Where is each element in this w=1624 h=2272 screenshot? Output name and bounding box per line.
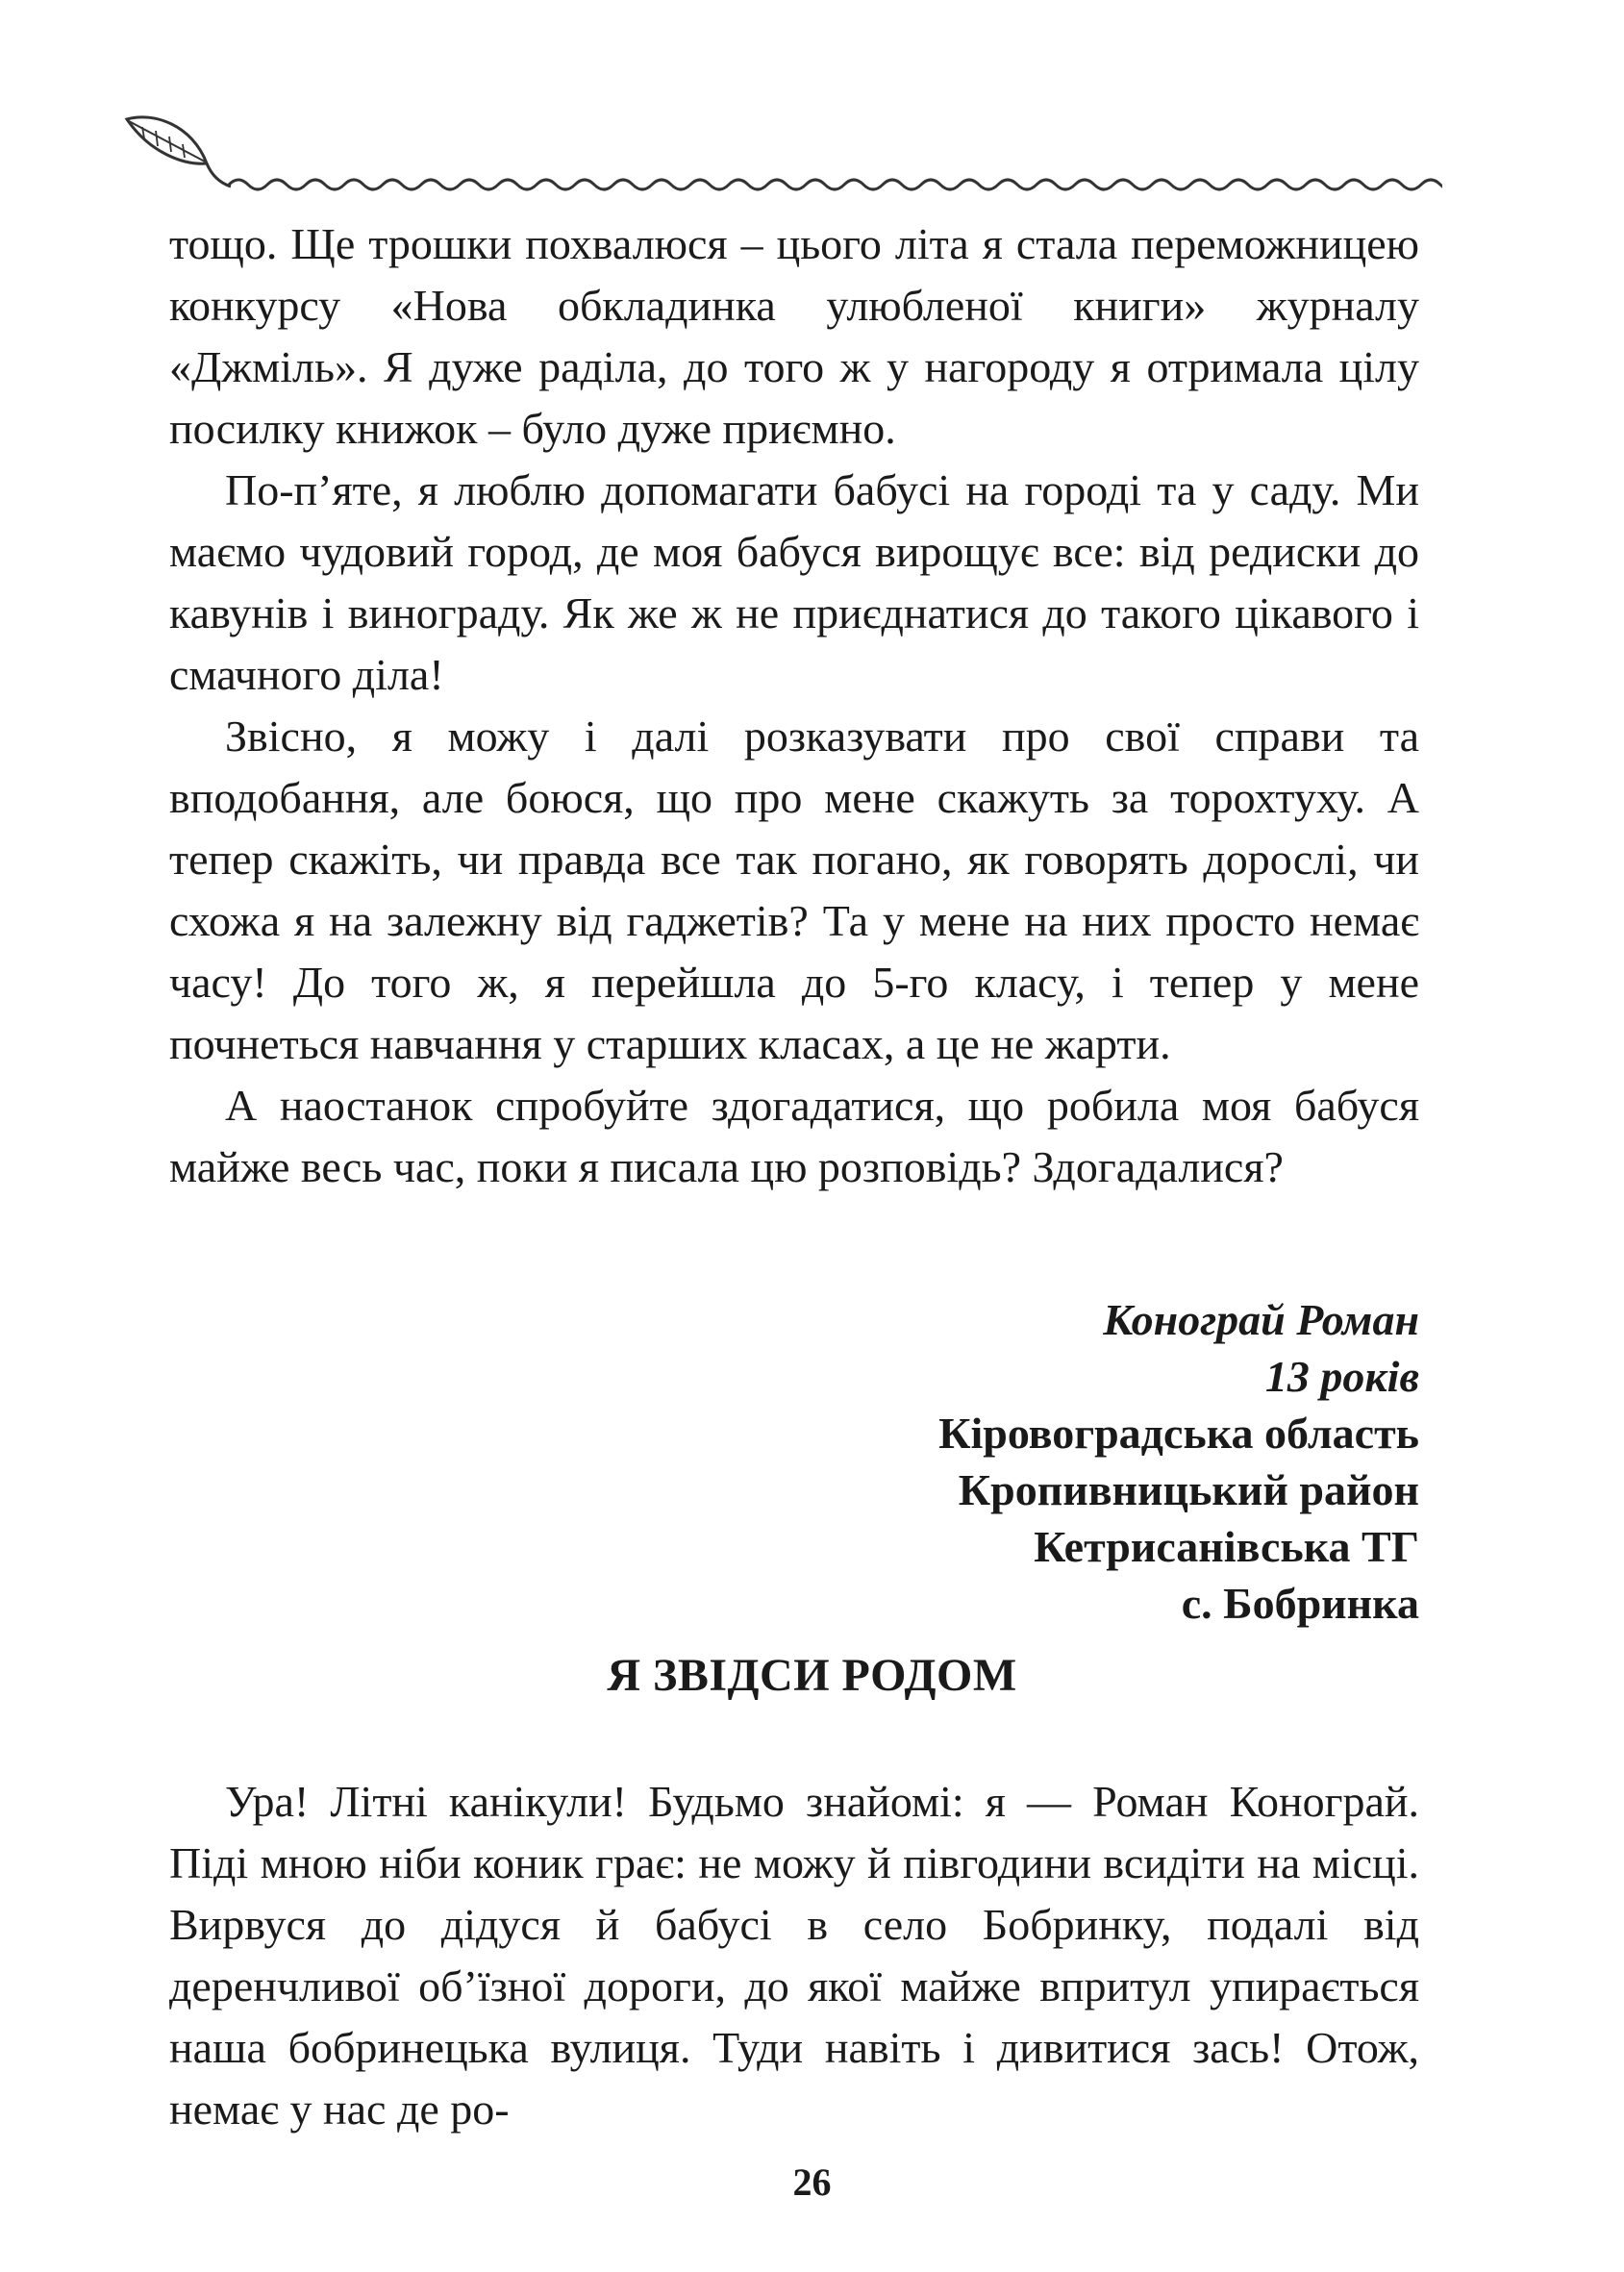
section-title: Я ЗВІДСИ РОДОМ (607, 1650, 1017, 1701)
author-village: с. Бобринка (1181, 1579, 1419, 1628)
paragraph: тощо. Ще трошки похвалюся – цього літа я стала переможницею конкурсу «Нова обкладинка улюбленої книги» журналу «Джміль». Я дуже раділа, до того ж у нагороду я отримала цілу посилку книжок – було дуже приємно. (169, 219, 1419, 453)
paragraph: А наостанок спробуйте здогадатися, що робила моя бабуся майже весь час, поки я писала цю розповідь? Здогадалися? (169, 1081, 1419, 1191)
leaf-icon (127, 117, 231, 187)
top-text-block (169, 213, 1419, 1198)
leaf-wave-ornament-icon (115, 106, 1442, 202)
paragraph: По-п’яте, я люблю допомагати бабусі на городі та у саду. Ми маємо чудовий город, де моя бабуся вирощує все: від редиски до кавунів і винограду. Як же ж не приєднатися до такого цікавого і смачного діла! (169, 465, 1419, 699)
bottom-text-block (169, 1771, 1419, 2140)
author-name: Конограй Роман (1103, 1295, 1419, 1344)
paragraph: Ура! Літні канікули! Будьмо знайомі: я — Роман Конограй. Піді мною ніби коник грає: не можу й півгодини всидіти на місці. Вирвуся до дідуся й бабусі в село Бобринку, подалі від деренчливої об’їзної дороги, до якої майже впритул упирається наша бобринецька вулиця. Туди навіть і дивитися зась! Отож, немає у нас де ро- (169, 1777, 1419, 2134)
page-number: 26 (792, 2160, 832, 2204)
author-age: 13 років (1264, 1352, 1419, 1401)
wave-line (229, 180, 1442, 189)
author-signature (938, 1291, 1419, 1632)
author-district: Кропивницький район (958, 1465, 1419, 1514)
author-region: Кіровоградська область (938, 1409, 1419, 1458)
paragraph: Звісно, я можу і далі розказувати про свої справи та вподобання, але боюся, що про мене скажуть за торохтуху. А тепер скажіть, чи правда все так погано, як говорять дорослі, чи схожа я на залежну від гаджетів? Та у мене на них просто немає часу! До того ж, я перейшла до 5-го класу, і тепер у мене почнеться навчання у старших класах, а це не жарти. (169, 712, 1419, 1068)
author-community: Кетрисанівська ТГ (1034, 1522, 1419, 1571)
